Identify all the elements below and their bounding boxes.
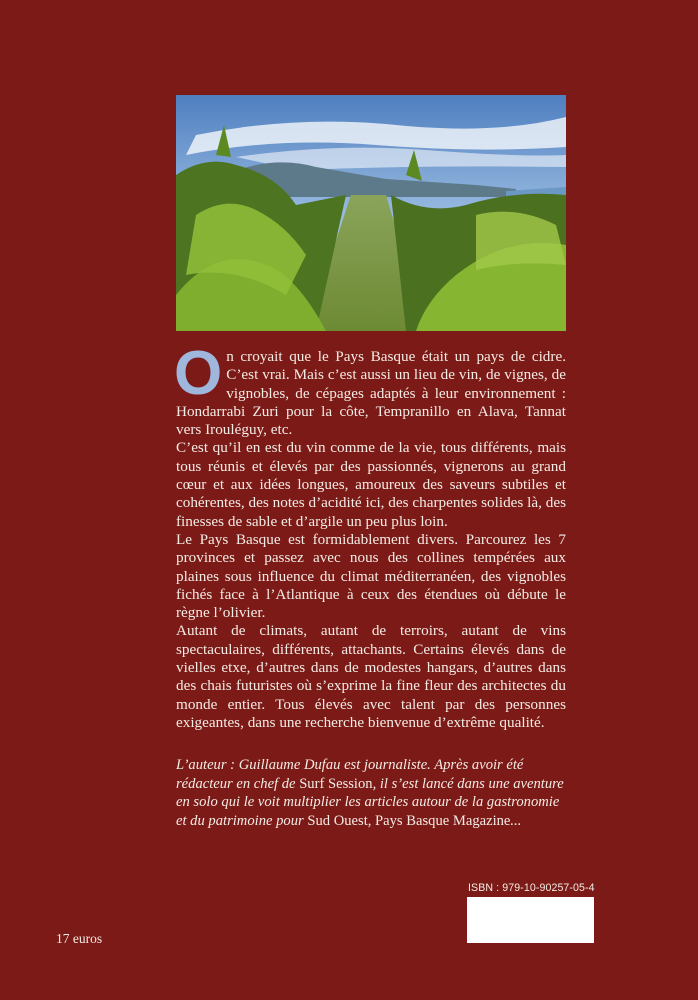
vineyard-photo-icon (176, 95, 566, 331)
author-bio-text: ... (510, 813, 522, 830)
vineyard-photo (176, 95, 566, 331)
paragraph: Autant de climats, autant de terroirs, autant de vins spectaculaires, différents, attachants. Certains élevés dans de vielles etxe, d’autres dans de modestes hangars, d’autres dans des chais futuristes où s’exprime la fine fleur des architectes du monde entier. Tous élevés avec talent par des personnes exigeantes, dans une recherche bienvenue d’extrême qualité. (176, 622, 566, 731)
paragraph: Le Pays Basque est formidablement divers. Parcourez les 7 provinces et passez avec nous des collines tempérées aux plaines sous influence du climat méditerranéen, des vignobles fichés face à l’Atlantique à ceux des étendues où débute le règne l’olivier. (176, 530, 566, 622)
paragraph: C’est qu’il en est du vin comme de la vie, tous différents, mais tous réunis et élevés par des passionnés, vignerons au grand cœur et aux idées longues, amoureux des saveurs subtiles et cohérentes, des notes d’acidité ici, des charpentes solides là, des finesses de sable et d’argile un peu plus loin. (176, 439, 566, 530)
isbn-label: ISBN : 979-10-90257-05-4 (468, 882, 595, 894)
magazine-title: Surf Session (299, 775, 373, 792)
cover-description (174, 339, 566, 732)
price-label: 17 euros (56, 931, 103, 946)
barcode-area (467, 897, 594, 943)
paragraph (174, 339, 566, 439)
author-bio (176, 756, 568, 831)
paragraph-text: n croyait que le Pays Basque était un pays de cidre. C’est vrai. Mais c’est aussi un lieu de vin, de vignes, de vignobles, de cépages adaptés à leur environnement : Hondarrabi Zuri pour la côte, Tempranillo en Alava, Tannat vers Irouléguy, etc. (176, 348, 566, 439)
drop-cap: O (174, 339, 223, 408)
author-bio-text: L’auteur : Guillaume Dufau est journaliste. Après avoir été rédacteur en chef de (176, 757, 524, 792)
author-bio-text: , il s’est lancé dans une aventure en solo qui le voit multiplier les articles autour de la gastronomie et du patrimoine pour (176, 775, 564, 830)
magazine-title: Sud Ouest, Pays Basque Magazine (307, 813, 511, 830)
